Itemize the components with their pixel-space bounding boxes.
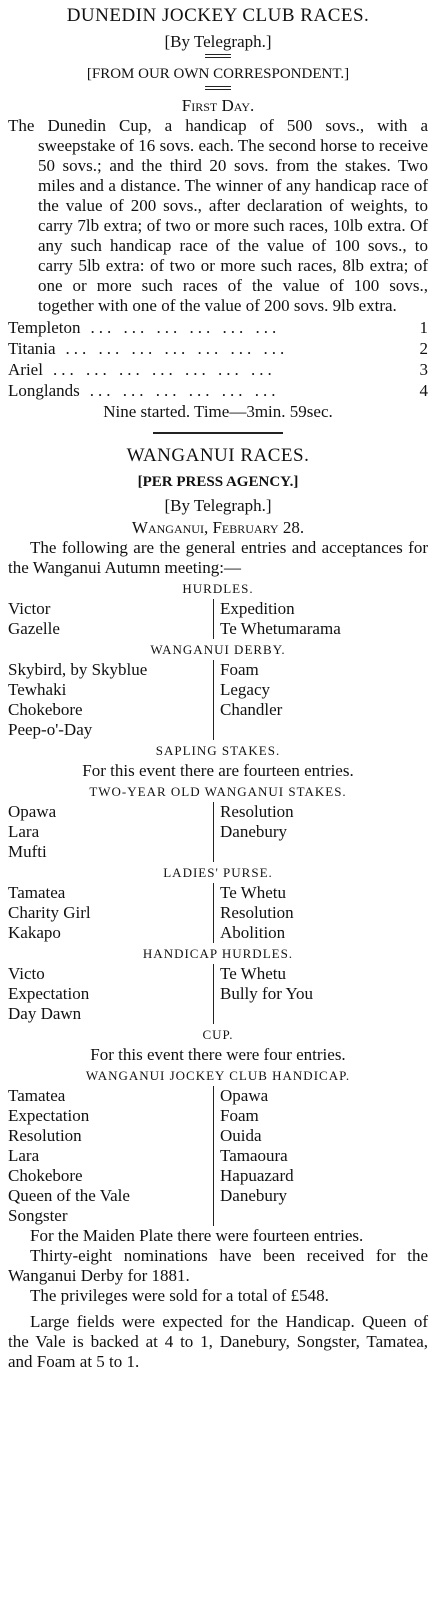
- entry-name: Te Whetu: [220, 883, 286, 902]
- newspaper-clipping: [8, 0, 428, 1372]
- cup-text: For this event there were four entries.: [90, 1045, 346, 1064]
- entry-name: Resolution: [8, 1126, 82, 1145]
- entry-name: Victor: [8, 599, 51, 618]
- wanganui-dateline: Wanganui, February 28.: [131, 518, 305, 537]
- result-horse: Templeton: [8, 318, 81, 337]
- result-position: 1: [419, 318, 428, 337]
- entry-name: Tamaoura: [220, 1146, 288, 1165]
- sapling-text: For this event there are fourteen entries.: [82, 761, 354, 780]
- entry-name: Expedition: [220, 599, 295, 618]
- entry-name: Lara: [8, 822, 40, 841]
- result-position: 3: [419, 360, 428, 379]
- tiny-rule: [205, 54, 231, 58]
- entry-name: Tewhaki: [8, 680, 67, 699]
- nominations-paragraph: Thirty-eight nominations have been received for the Wanganui Derby for 1881.: [8, 1246, 428, 1285]
- result-dots: ... ... ... ... ... ... ...: [52, 360, 276, 379]
- result-row: [8, 381, 428, 402]
- handicap-hurdles-entries: [8, 964, 428, 1024]
- entry-name: Tamatea: [8, 883, 66, 902]
- result-horse: Longlands: [8, 381, 80, 400]
- entry-name: Abolition: [220, 923, 286, 942]
- entry-name: Foam: [220, 660, 259, 679]
- tiny-rule: [205, 86, 231, 90]
- dunedin-correspondent: [FROM OUR OWN CORRESPONDENT.]: [86, 66, 350, 82]
- maiden-paragraph: For the Maiden Plate there were fourteen entries.: [30, 1226, 364, 1245]
- derby-entries: [8, 660, 428, 740]
- result-row: [8, 360, 428, 381]
- wanganui-by-telegraph: [By Telegraph.]: [164, 496, 272, 515]
- entry-name: Hapuazard: [220, 1166, 294, 1185]
- wanganui-press-agency: [PER PRESS AGENCY.]: [137, 474, 299, 490]
- result-position: 4: [419, 381, 428, 400]
- result-horse: Titania: [8, 339, 56, 358]
- result-dots: ... ... ... ... ... ...: [90, 318, 281, 337]
- entry-name: Songster: [8, 1206, 68, 1225]
- wanganui-title: WANGANUI RACES.: [126, 445, 310, 466]
- entry-name: Chokebore: [8, 700, 83, 719]
- dunedin-day: First Day.: [181, 96, 255, 115]
- entry-name: Tamatea: [8, 1086, 66, 1105]
- dunedin-by-telegraph: [By Telegraph.]: [164, 32, 272, 51]
- entry-name: Skybird, by Skyblue: [8, 660, 148, 679]
- cup-heading: CUP.: [202, 1027, 234, 1042]
- entry-name: Queen of the Vale: [8, 1186, 130, 1205]
- entry-name: Chandler: [220, 700, 283, 719]
- dunedin-cup-text: The Dunedin Cup, a handicap of 500 sovs., with a sweepstake of 16 sovs. each. The second horse to receive 50 sovs.; and the third 20 sovs. from the stakes. Two miles and a distance. The winner of any handicap race of the value of 200 sovs., after declaration of weights, to carry 7lb extra; of two or more such races, 10lb extra. Of any such handicap race of the value of 100 sovs., to carry 5lb extra: of two or more such races, 8lb extra; of one or more such races of the value of 100 sovs., together with one of the value of 200 sovs. 9lb extra.: [8, 116, 428, 315]
- dunedin-started: Nine started. Time—3min. 59sec.: [103, 402, 333, 421]
- entry-name: Peep-o'-Day: [8, 720, 93, 739]
- entry-name: Bully for You: [220, 984, 314, 1003]
- entry-name: Foam: [220, 1106, 259, 1125]
- jc-handicap-entries: [8, 1086, 428, 1226]
- dunedin-title: DUNEDIN JOCKEY CLUB RACES.: [66, 5, 370, 26]
- two-year-heading: TWO-YEAR OLD WANGANUI STAKES.: [89, 784, 347, 799]
- entry-name: Legacy: [220, 680, 271, 699]
- entry-name: Victo: [8, 964, 45, 983]
- derby-heading: WANGANUI DERBY.: [150, 642, 286, 657]
- entry-name: Expectation: [8, 984, 90, 1003]
- entry-name: Resolution: [220, 802, 294, 821]
- privileges-paragraph: The privileges were sold for a total of £548.: [30, 1286, 329, 1305]
- entry-name: Te Whetumarama: [220, 619, 341, 638]
- hurdles-heading: HURDLES.: [182, 581, 254, 596]
- fields-paragraph: Large fields were expected for the Handicap. Queen of the Vale is backed at 4 to 1, Danebury, Songster, Tamatea, and Foam at 5 to 1.: [8, 1312, 428, 1371]
- entry-name: Expectation: [8, 1106, 90, 1125]
- entry-name: Ouida: [220, 1126, 262, 1145]
- jc-handicap-heading: WANGANUI JOCKEY CLUB HANDICAP.: [85, 1068, 351, 1083]
- result-row: [8, 318, 428, 339]
- wanganui-intro: The following are the general entries and acceptances for the Wanganui Autumn meeting:—: [8, 538, 428, 577]
- entry-name: Gazelle: [8, 619, 60, 638]
- entry-name: Opawa: [220, 1086, 269, 1105]
- result-position: 2: [419, 339, 428, 358]
- section-rule: [153, 432, 283, 434]
- two-year-entries: [8, 802, 428, 862]
- sapling-heading: SAPLING STAKES.: [155, 743, 281, 758]
- hurdles-entries: [8, 599, 428, 639]
- entry-name: Mufti: [8, 842, 47, 861]
- entry-name: Opawa: [8, 802, 57, 821]
- result-horse: Ariel: [8, 360, 43, 379]
- entry-name: Te Whetu: [220, 964, 286, 983]
- dunedin-results: [8, 318, 428, 402]
- ladies-heading: LADIES' PURSE.: [163, 865, 273, 880]
- entry-name: Danebury: [220, 1186, 288, 1205]
- entry-name: Kakapo: [8, 923, 61, 942]
- entry-name: Lara: [8, 1146, 40, 1165]
- result-dots: ... ... ... ... ... ...: [89, 381, 280, 400]
- ladies-entries: [8, 883, 428, 943]
- entry-name: Resolution: [220, 903, 294, 922]
- entry-name: Charity Girl: [8, 903, 91, 922]
- entry-name: Chokebore: [8, 1166, 83, 1185]
- entry-name: Day Dawn: [8, 1004, 82, 1023]
- result-dots: ... ... ... ... ... ... ...: [65, 339, 289, 358]
- result-row: [8, 339, 428, 360]
- entry-name: Danebury: [220, 822, 288, 841]
- handicap-hurdles-heading: HANDICAP HURDLES.: [142, 946, 294, 961]
